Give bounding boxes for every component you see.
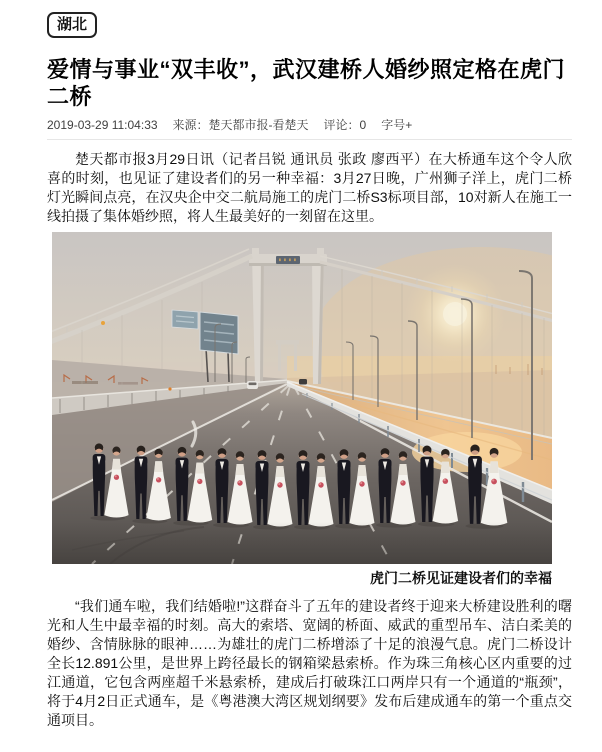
sun — [405, 264, 505, 364]
font-size-increase-control[interactable]: 字号+ — [381, 118, 413, 132]
meta-comments-count: 评论：0 — [323, 118, 367, 132]
article-title: 爱情与事业“双丰收”，武汉建桥人婚纱照定格在虎门二桥 — [47, 57, 566, 109]
category-tag-hubei[interactable]: 湖北 — [47, 12, 97, 38]
meta-source: 来源：楚天都市报-看楚天 — [172, 118, 309, 132]
article-meta — [47, 118, 572, 132]
article-paragraph: 楚天都市报3月29日讯（记者吕锐 通讯员 张政 廖西平）在大桥通车这个令人欣喜的时刻，也见证了建设者们的另一种幸福：3月27日晚，广州狮子洋上，虎门二桥灯光瞬间点亮，在汉央企中交二航局施工的虎门二桥S3标项目部，10对新人在施工一线拍摄了集体婚纱照，将人生最美好的一刻留在这里。 — [47, 151, 572, 224]
meta-datetime: 2019-03-29 11:04:33 — [47, 118, 158, 132]
tower-name-plate — [276, 256, 300, 264]
vignette — [52, 522, 552, 564]
divider — [47, 139, 572, 140]
article-photo — [52, 232, 552, 564]
article-paragraph: “我们通车啦，我们结婚啦!”这群奋斗了五年的建设者终于迎来大桥建设胜利的曙光和人生中最幸福的时刻。高大的索塔、宽阔的桥面、威武的重型吊车、洁白柔美的婚纱、含情脉脉的眼神……为雄壮的虎门二桥增添了十足的浪漫气息。虎门二桥设计全长12.891公里，是世界上跨径最长的钢箱梁悬索桥。作为珠三角核心区内重要的过江通道，它包含两座超千米悬索桥，建成后打破珠江口两岸只有一个通道的“瓶颈”，将于4月2日正式通车，是《粤港澳大湾区规划纲要》发布后建成通车的第一个重点交通项目。 — [47, 598, 572, 728]
photo-caption: 虎门二桥见证建设者们的幸福 — [370, 570, 552, 586]
